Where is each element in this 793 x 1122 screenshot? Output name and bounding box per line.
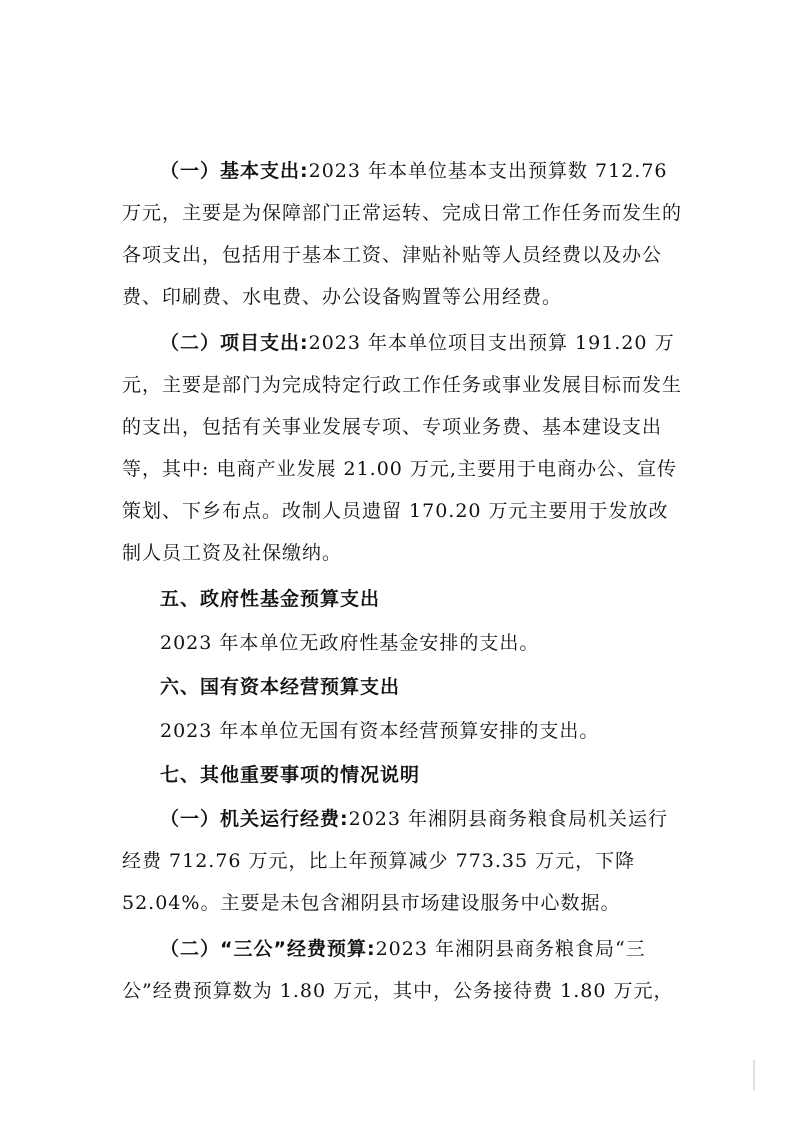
operating-expense-paragraph <box>122 798 682 924</box>
project-expense-paragraph <box>122 322 682 574</box>
three-public-lead: （二）“三公”经费预算: <box>160 938 376 960</box>
project-expense-lead: （二）项目支出: <box>160 332 309 354</box>
operating-expense-lead: （一）机关运行经费: <box>160 808 349 830</box>
other-matters-heading: 七、其他重要事项的情况说明 <box>160 764 421 786</box>
basic-expense-paragraph <box>122 150 682 318</box>
basic-expense-lead: （一）基本支出: <box>160 160 309 182</box>
gov-fund-text: 2023 年本单位无政府性基金安排的支出。 <box>160 632 540 654</box>
operating-expense-text: 2023 年湘阴县商务粮食局机关运行经费 712.76 万元，比上年预算减少 773.35 万元，下降 52.04%。主要是未包含湘阴县市场建设服务中心数据。 <box>122 808 669 914</box>
project-expense-text: 2023 年本单位项目支出预算 191.20 万元，主要是部门为完成特定行政工作任务或事业发展目标而发生的支出，包括有关事业发展专项、专项业务费、基本建设支出等，其中: 电商产业发展 21.00 万元,主要用于电商办公、宣传策划、下乡布点。改制人员遗留 170.20 万元主要用于发放改制人员工资及社保缴纳。 <box>122 332 683 564</box>
three-public-text: 2023 年湘阴县商务粮食局“三公”经费预算数为 1.80 万元，其中，公务接待费 1.80 万元， <box>122 938 674 1002</box>
state-capital-heading: 六、国有资本经营预算支出 <box>160 676 401 698</box>
three-public-paragraph <box>122 928 682 1012</box>
gov-fund-heading: 五、政府性基金预算支出 <box>160 588 381 610</box>
scan-speck-mark <box>753 1060 755 1090</box>
document-body <box>122 150 682 1016</box>
state-capital-text: 2023 年本单位无国有资本经营预算安排的支出。 <box>160 720 600 742</box>
basic-expense-text: 2023 年本单位基本支出预算数 712.76 万元，主要是为保障部门正常运转、完成日常工作任务而发生的各项支出，包括用于基本工资、津贴补贴等人员经费以及办公费、印刷费、水电费、办公设备购置等公用经费。 <box>122 160 683 308</box>
